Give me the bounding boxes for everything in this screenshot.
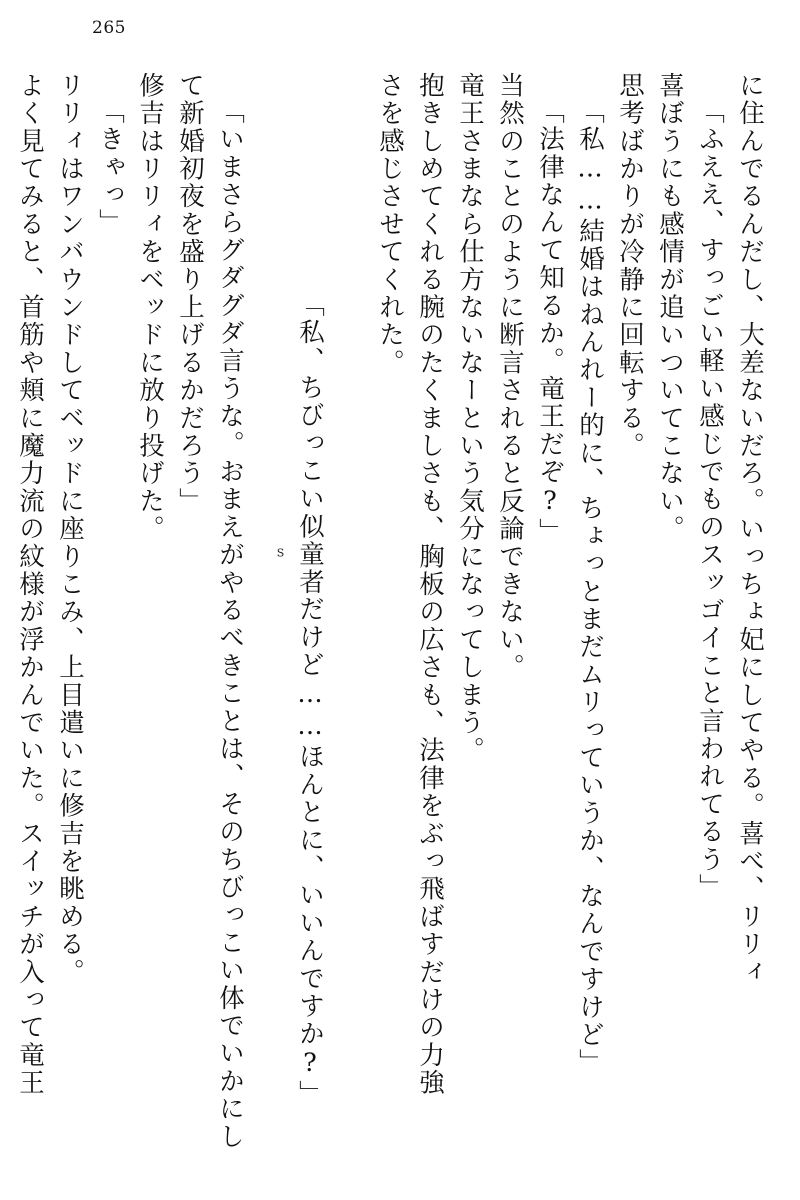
ruby-base: 似童者 S xyxy=(274,512,325,596)
page-number: 265 xyxy=(92,18,126,38)
text-line: て新婚初夜を盛り上げるかだろう」 xyxy=(175,72,205,516)
text-line: 「いまさらグダグダ言うな。おまえがやるべきことは、そのちびっこい体でいかにし xyxy=(215,98,245,1151)
text-line: 「きゃっ」 xyxy=(95,98,125,237)
text-line: 「私……結婚はねんれー的に、ちょっとまだムリっていうか、なんですけど」 xyxy=(575,98,605,1077)
text-line: 修吉はリリィをベッドに放り投げた。 xyxy=(135,72,165,543)
text-line: 「法律なんて知るか。竜王だぞ?」 xyxy=(535,98,565,546)
text-line: よく見てみると、首筋や頬に魔力流の紋様が浮かんでいた。スイッチが入って竜王 xyxy=(15,72,45,1097)
text-line: に住んでるんだし、大差ないだろ。いっちょ妃にしてやる。喜べ、リリィ xyxy=(735,72,765,987)
text-line: 抱きしめてくれる腕のたくましさも、胸板の広さも、法律をぶっ飛ばすだけの力強 xyxy=(415,72,445,1097)
text-line: 当然のことのように断言されると反論できない。 xyxy=(495,72,525,682)
text-line: さを感じさせてくれた。 xyxy=(375,72,405,377)
text-line-with-ruby xyxy=(250,72,370,1142)
text-line: 「ふええ、すっごい軽い感じでものスッゴイこと言われてるう」 xyxy=(695,98,725,902)
vertical-text-body xyxy=(15,72,770,1151)
text-line-ruby-content: 「私、ちびっこい似童者 S だけど……ほんとに、いいんですか?」 xyxy=(295,291,325,1108)
text-line: 思考ばかりが冷静に回転する。 xyxy=(615,72,645,460)
text-line: 喜ぼうにも感情が追いついてこない。 xyxy=(655,72,685,543)
ruby-annotation: S xyxy=(274,546,287,562)
text-line: リリィはワンバウンドしてベッドに座りこみ、上目遣いに修吉を眺める。 xyxy=(55,72,85,987)
text-line: 竜王さまなら仕方ないなーという気分になってしまう。 xyxy=(455,72,485,765)
